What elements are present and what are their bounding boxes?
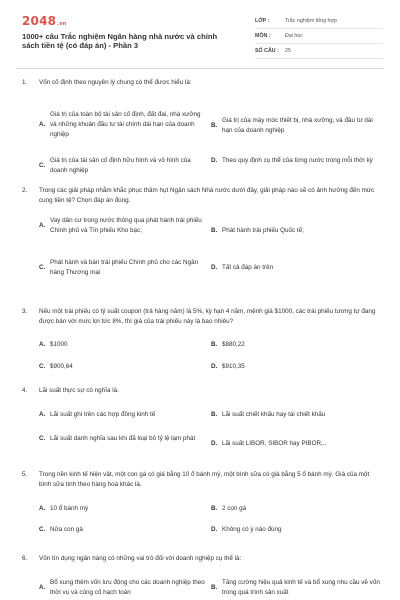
question-text: Nếu một trái phiếu có tỷ suất coupon (trả hàng năm) là 5%, kỳ hạn 4 năm, mệnh giá $1000, các trái phiếu tương tự đang được bán với mức lợi tức 8%, thì giá của trái phiếu này là bao nhiêu?	[39, 308, 376, 325]
meta-value: Trắc nghiệm tổng hợp	[285, 18, 337, 24]
option-b[interactable]	[211, 340, 383, 350]
option-text: 10 ổ bánh mỳ	[50, 505, 89, 512]
option-text: $900,64	[50, 363, 73, 370]
option-letter: A.	[39, 222, 46, 229]
option-text: $880,22	[222, 341, 245, 348]
option-a[interactable]	[39, 340, 207, 350]
document-header	[0, 0, 400, 62]
question-text: Lãi suất thực sự có nghĩa là.	[39, 387, 119, 394]
option-letter: C.	[39, 162, 46, 169]
header-divider	[16, 68, 384, 69]
option-letter: B.	[211, 122, 218, 129]
option-c[interactable]	[39, 434, 207, 444]
option-text: Lãi suất chiết khấu hay tái chiết khấu	[222, 411, 326, 418]
question-text: Trong nền kinh tế hiện vật, một con gà có giá bằng 10 ổ bánh mỳ, một bình sữa có giá bằng 5 ổ bánh mỳ. Giá của một bình sữa tính theo hàng hoá khác là.	[39, 471, 370, 488]
option-letter: D.	[211, 157, 218, 164]
question-3	[22, 307, 382, 370]
meta-value: Đại học	[285, 33, 303, 39]
question-text: Vốn tín dụng ngân hàng có những vai trò đối với doanh nghiệp cụ thể là:	[39, 555, 242, 562]
option-a[interactable]	[39, 578, 207, 598]
option-letter: A.	[39, 505, 46, 512]
meta-key: MÔN :	[255, 33, 271, 39]
option-letter: B.	[211, 227, 218, 234]
option-c[interactable]	[39, 258, 207, 278]
question-number: 2.	[22, 187, 28, 194]
option-letter: C.	[39, 363, 46, 370]
question-text: Trong các giải pháp nhằm khắc phục thâm hụt Ngân sách Nhà nước dưới đây, giải pháp nào sẽ có ảnh hưởng đến mức cung tiền tệ? Chọn đáp án đúng.	[39, 187, 375, 204]
question-5	[22, 470, 382, 533]
meta-key: SỐ CÂU :	[255, 48, 279, 54]
option-b[interactable]	[211, 504, 383, 514]
option-text: Nửa con gà	[50, 526, 83, 533]
option-letter: B.	[211, 341, 218, 348]
question-6	[22, 554, 382, 596]
option-d[interactable]	[211, 439, 383, 449]
option-letter: A.	[39, 341, 46, 348]
document-title: 1000+ câu Trắc nghiệm Ngân hàng nhà nước và chính sách tiền tệ (có đáp án) - Phần 3	[22, 32, 218, 50]
option-text: Giá trị của máy móc thiết bị, nhà xưởng, và đầu tư dài hạn của doanh nghiệp	[222, 117, 373, 134]
option-c[interactable]	[39, 362, 207, 372]
logo-suffix-text: .vn	[57, 21, 67, 27]
option-text: Lãi suất ghi trên các hợp đồng kinh tế	[50, 411, 156, 418]
option-text: Theo quy định cụ thể của từng nước trong mỗi thời kỳ	[222, 157, 373, 164]
question-text: Vốn cố định theo nguyên lý chung có thể được hiểu là:	[39, 79, 192, 86]
question-4	[22, 386, 382, 447]
option-text: 2 con gà	[222, 505, 247, 512]
option-text: Giá trị của tài sản cố định hữu hình và vô hình của doanh nghiệp	[50, 157, 191, 174]
option-text: Bổ xung thêm vốn lưu động cho các doanh nghiệp theo thời vụ và củng cố hạch toán	[50, 579, 205, 596]
option-text: Tất cả đáp án trên	[222, 264, 274, 271]
option-letter: D.	[211, 363, 218, 370]
option-letter: C.	[39, 435, 46, 442]
option-b[interactable]	[211, 116, 383, 136]
option-letter: C.	[39, 526, 46, 533]
question-1	[22, 78, 382, 174]
option-text: Vay dân cư trong nước thông qua phát hành trái phiếu Chính phủ và Tín phiếu Kho bạc;	[50, 217, 202, 234]
option-letter: A.	[39, 584, 46, 591]
meta-row-count	[255, 44, 383, 59]
meta-row-class	[255, 14, 383, 29]
option-letter: D.	[211, 440, 218, 447]
meta-value: 25	[285, 48, 291, 54]
question-2	[22, 186, 382, 276]
option-letter: D.	[211, 526, 218, 533]
site-logo[interactable]	[22, 14, 67, 28]
option-letter: B.	[211, 411, 218, 418]
option-text: $1000	[50, 341, 68, 348]
option-text: Tăng cường hiệu quả kinh tế và bổ xung nhu cầu về vốn trong quá trình sản xuất	[222, 579, 380, 596]
option-text: Lãi suất LIBOR, SIBOR hay PIBOR,..	[222, 440, 327, 447]
option-a[interactable]	[39, 504, 207, 514]
option-text: Không có ý nào đúng	[222, 526, 282, 533]
option-c[interactable]	[39, 156, 207, 176]
option-text: Phát hành và bán trái phiếu Chính phủ cho các Ngân hàng Thương mại	[50, 259, 199, 276]
option-d[interactable]	[211, 263, 383, 273]
question-number: 3.	[22, 308, 28, 315]
meta-table	[255, 14, 383, 59]
question-number: 1.	[22, 79, 28, 86]
question-number: 4.	[22, 387, 28, 394]
option-text: Giá trị của toàn bộ tài sản cố định, đất đai, nhà xưởng và những khoản đầu tư tài chính dài hạn của doanh nghiệp	[50, 111, 201, 138]
meta-row-subject	[255, 29, 383, 44]
option-b[interactable]	[211, 410, 383, 420]
option-letter: A.	[39, 411, 46, 418]
option-a[interactable]	[39, 410, 207, 420]
option-text: Phát hành trái phiếu Quốc tế;	[222, 227, 304, 234]
option-letter: D.	[211, 264, 218, 271]
option-text: Lãi suất danh nghĩa sau khi đã loại bỏ tỷ lệ lạm phát	[50, 435, 196, 442]
option-letter: C.	[39, 264, 46, 271]
option-a[interactable]	[39, 216, 207, 236]
option-c[interactable]	[39, 525, 207, 535]
option-text: $910,35	[222, 363, 245, 370]
option-d[interactable]	[211, 362, 383, 372]
question-number: 5.	[22, 471, 28, 478]
option-b[interactable]	[211, 226, 383, 236]
logo-main-text: 2048	[22, 14, 57, 28]
meta-key: LỚP :	[255, 18, 270, 24]
option-letter: A.	[39, 121, 46, 128]
option-d[interactable]	[211, 525, 383, 535]
option-letter: B.	[211, 505, 218, 512]
option-d[interactable]	[211, 156, 383, 166]
option-b[interactable]	[211, 578, 383, 598]
option-a[interactable]	[39, 110, 207, 140]
option-letter: B.	[211, 584, 218, 591]
question-number: 6.	[22, 555, 28, 562]
